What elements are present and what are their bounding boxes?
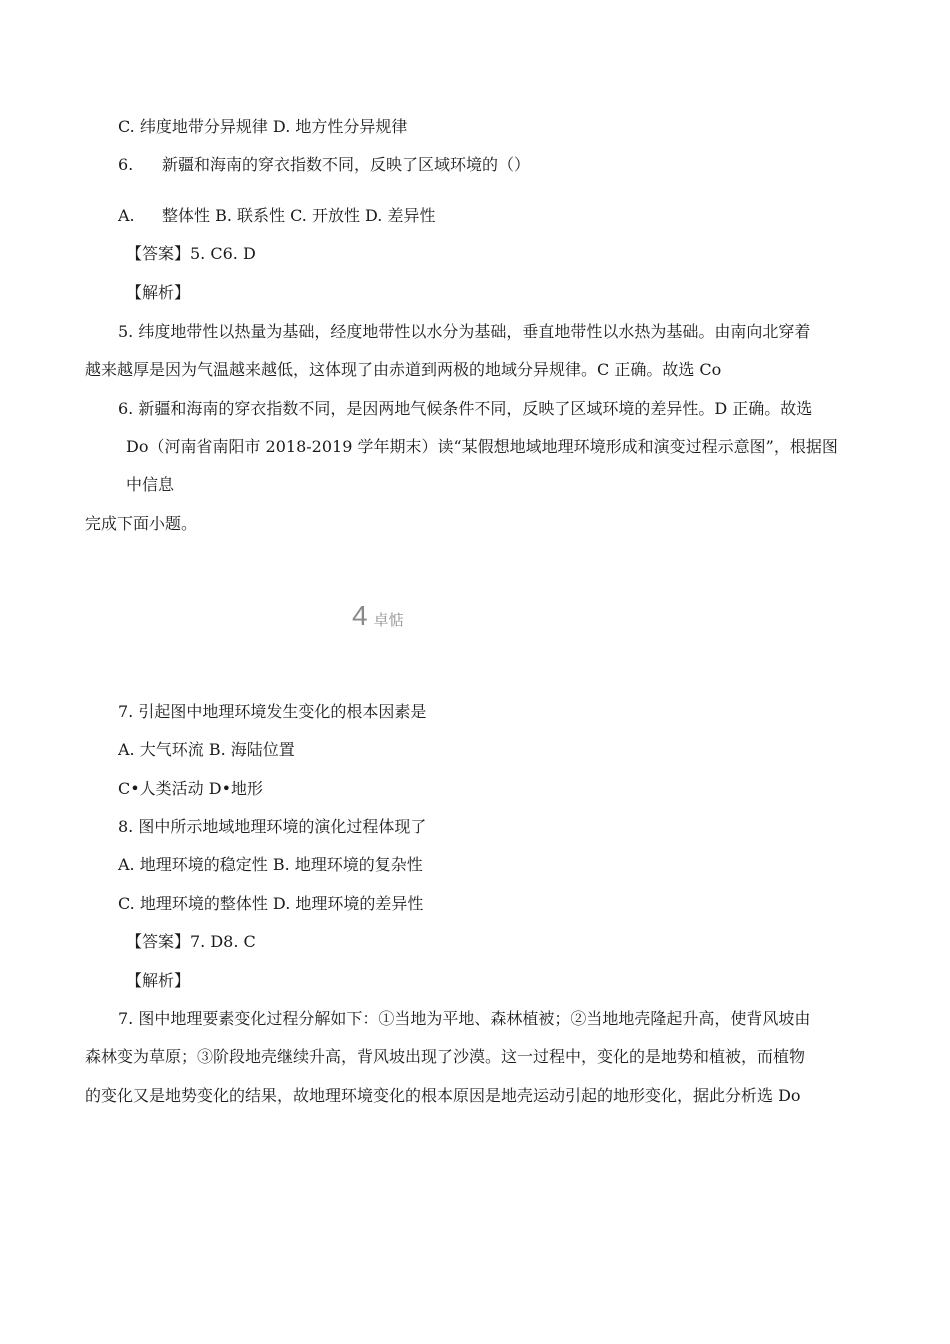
explanation-6-line-1: 6. 新疆和海南的穿衣指数不同，是因两地气候条件不同，反映了区域环境的差异性。D 正确。故选 [118, 399, 813, 418]
option-label: A. [118, 206, 135, 225]
question-7-options-ab: A. 大气环流 B. 海陆位置 [118, 740, 295, 759]
figure-placeholder-mark [352, 600, 404, 632]
question-6 [118, 154, 530, 176]
question-7-options-cd: C•人类活动 D•地形 [118, 779, 264, 798]
answer-5-6: 【答案】5. C6. D [126, 244, 256, 263]
option-line-c-d: C. 纬度地带分异规律 D. 地方性分异规律 [118, 117, 408, 136]
option-text: 整体性 B. 联系性 C. 开放性 D. 差异性 [162, 206, 436, 225]
explanation-7-line-3: 的变化又是地势变化的结果，故地理环境变化的根本原因是地壳运动引起的地形变化，据此分析选 Do [85, 1086, 801, 1105]
question-8-options-cd: C. 地理环境的整体性 D. 地理环境的差异性 [118, 894, 424, 913]
question-8-options-ab: A. 地理环境的稳定性 B. 地理环境的复杂性 [118, 855, 423, 874]
explanation-7-line-2: 森林变为草原；③阶段地壳继续升高，背风坡出现了沙漠。这一过程中，变化的是地势和植被，而植物 [85, 1047, 806, 1066]
question-text: 新疆和海南的穿衣指数不同，反映了区域环境的（） [162, 155, 531, 174]
question-6-options [118, 205, 435, 227]
answer-7-8: 【答案】7. D8. C [126, 932, 256, 951]
question-8: 8. 图中所示地域地理环境的演化过程体现了 [118, 817, 427, 836]
explanation-6-line-2: Do（河南省南阳市 2018-2019 学年期末）读“某假想地域地理环境形成和演变过程示意图”，根据图 [126, 437, 838, 456]
mark-number: 4 [352, 600, 368, 631]
analysis-heading-1: 【解析】 [126, 283, 191, 302]
explanation-5-line-2: 越来越厚是因为气温越来越低，这体现了由赤道到两极的地域分异规律。C 正确。故选 Co [85, 360, 722, 379]
question-7: 7. 引起图中地理环境发生变化的根本因素是 [118, 702, 427, 721]
explanation-6-line-3: 中信息 [126, 475, 175, 494]
instruction-line: 完成下面小题。 [85, 514, 198, 533]
analysis-heading-2: 【解析】 [126, 971, 191, 990]
explanation-7-line-1: 7. 图中地理要素变化过程分解如下：①当地为平地、森林植被；②当地地壳隆起升高，使背风坡由 [118, 1009, 811, 1028]
mark-text: 卓惦 [373, 611, 404, 629]
question-number: 6. [118, 155, 134, 174]
explanation-5-line-1: 5. 纬度地带性以热量为基础，经度地带性以水分为基础，垂直地带性以水热为基础。由南向北穿着 [118, 322, 811, 341]
